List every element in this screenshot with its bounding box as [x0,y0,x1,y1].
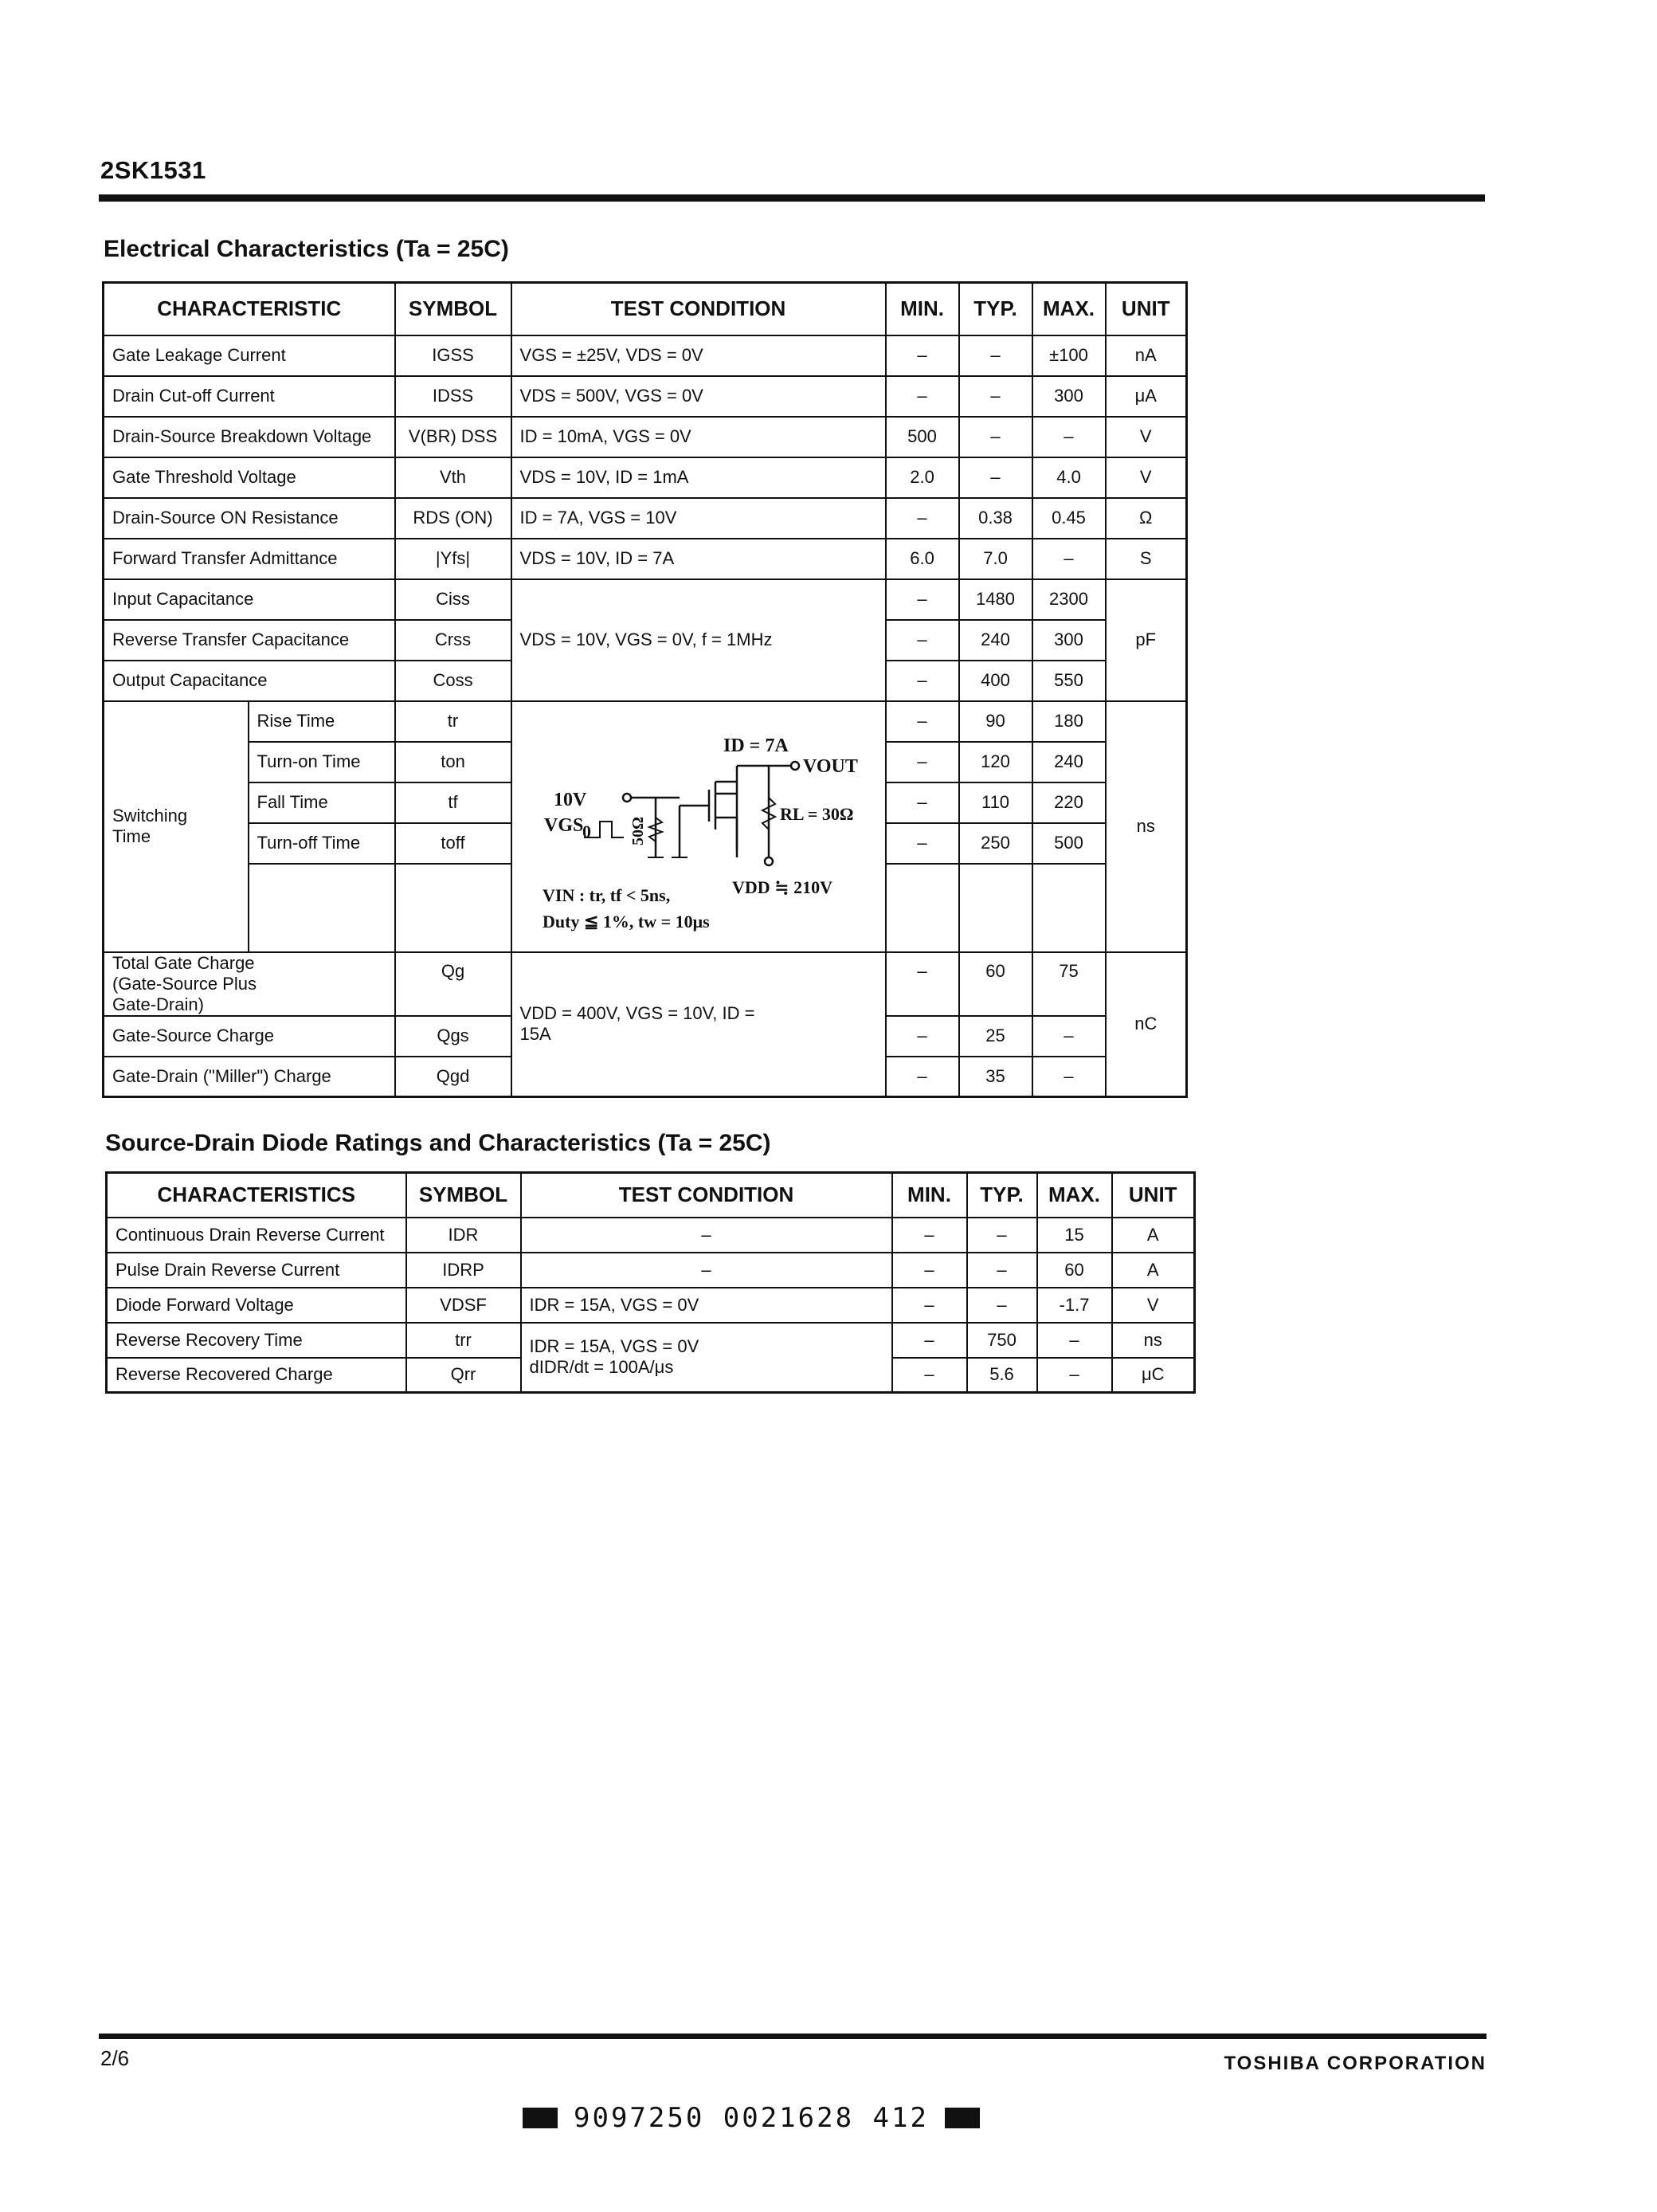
row-symbol: VDSF [406,1288,521,1323]
col-characteristic: CHARACTERISTIC [104,283,395,335]
switching-spacer-min [886,864,959,952]
row-unit: nA [1106,335,1187,376]
corporation-name: TOSHIBA CORPORATION [1224,2053,1487,2074]
row-min: – [886,1057,959,1097]
row-max: – [1032,417,1106,457]
electrical-characteristics-table [102,281,1188,1098]
row-unit: Ω [1106,498,1187,539]
row-min: 500 [886,417,959,457]
row-max: – [1037,1323,1112,1358]
circuit-vin-label: VIN : tr, tf < 5ns, [542,884,670,905]
row-condition: ID = 7A, VGS = 10V [511,498,886,539]
row-min: – [892,1218,967,1253]
table-row [104,417,1187,457]
table-row [104,498,1187,539]
part-number: 2SK1531 [100,156,206,184]
row-symbol: Vth [395,457,511,498]
row-max: 2300 [1032,579,1106,620]
row-unit: V [1112,1288,1195,1323]
table-row [104,335,1187,376]
row-symbol: tf [395,782,511,823]
table-row [107,1323,1195,1358]
row-name: Turn-off Time [249,823,395,864]
gate-charge-unit: nC [1106,952,1187,1097]
col-max: MAX. [1032,283,1106,335]
row-min: 2.0 [886,457,959,498]
recovery-condition: IDR = 15A, VGS = 0V dIDR/dt = 100A/μs [521,1323,892,1393]
row-typ: – [959,417,1032,457]
row-symbol: |Yfs| [395,539,511,579]
row-name: Gate Threshold Voltage [104,457,395,498]
table-row [107,1288,1195,1323]
row-min: – [886,579,959,620]
row-typ: 240 [959,620,1032,661]
row-name: Drain-Source ON Resistance [104,498,395,539]
col-symbol: SYMBOL [395,283,511,335]
table-header-row [104,283,1187,335]
circuit-vdd-label: VDD ≒ 210V [731,877,832,897]
row-typ: 400 [959,661,1032,701]
row-unit: μA [1106,376,1187,417]
row-max: – [1037,1358,1112,1393]
switching-spacer-typ [959,864,1032,952]
row-condition: ID = 10mA, VGS = 0V [511,417,886,457]
table-row [104,539,1187,579]
row-symbol: Coss [395,661,511,701]
row-max: -1.7 [1037,1288,1112,1323]
row-max: – [1032,1057,1106,1097]
row-typ: 250 [959,823,1032,864]
switching-test-circuit [511,701,886,952]
row-symbol: Crss [395,620,511,661]
page-number: 2/6 [100,2046,130,2070]
row-min: – [886,1016,959,1057]
row-max: 0.45 [1032,498,1106,539]
row-symbol: trr [406,1323,521,1358]
row-symbol: tr [395,701,511,742]
row-max: 220 [1032,782,1106,823]
capacitance-unit: pF [1106,579,1187,701]
row-name: Rise Time [249,701,395,742]
row-typ: 110 [959,782,1032,823]
row-min: – [892,1288,967,1323]
row-typ: 1480 [959,579,1032,620]
col-test-condition: TEST CONDITION [511,283,886,335]
row-max: ±100 [1032,335,1106,376]
barcode-line [523,2102,980,2134]
switching-spacer-max [1032,864,1106,952]
row-min: – [886,823,959,864]
row-typ: 5.6 [967,1358,1037,1393]
row-max: 4.0 [1032,457,1106,498]
col-test-condition: TEST CONDITION [521,1173,892,1218]
row-name: Diode Forward Voltage [107,1288,406,1323]
row-name: Output Capacitance [104,661,395,701]
switching-unit: ns [1106,701,1187,952]
col-unit: UNIT [1106,283,1187,335]
row-typ: 750 [967,1323,1037,1358]
barcode-text: 9097250 0021628 412 [574,2102,929,2134]
row-typ: 25 [959,1016,1032,1057]
row-name: Gate Leakage Current [104,335,395,376]
row-symbol: IDSS [395,376,511,417]
row-max: 75 [1032,952,1106,1016]
row-max: 60 [1037,1253,1112,1288]
row-unit: A [1112,1218,1195,1253]
row-min: – [886,335,959,376]
footer-rule [99,2034,1487,2039]
col-unit: UNIT [1112,1173,1195,1218]
row-condition: VDS = 10V, ID = 7A [511,539,886,579]
diode-section-title: Source-Drain Diode Ratings and Characteristics (Ta = 25C) [105,1130,771,1156]
row-condition: IDR = 15A, VGS = 0V [521,1288,892,1323]
circuit-id-label: ID = 7A [723,735,789,756]
row-condition: – [521,1218,892,1253]
electrical-section-title: Electrical Characteristics (Ta = 25C) [104,236,509,262]
row-name: Turn-on Time [249,742,395,782]
row-symbol: Qrr [406,1358,521,1393]
row-symbol: IDR [406,1218,521,1253]
source-drain-diode-table [105,1171,1196,1394]
row-typ: 60 [959,952,1032,1016]
col-max: MAX. [1037,1173,1112,1218]
col-typ: TYP. [959,283,1032,335]
circuit-zero-label: 0 [582,821,591,841]
row-name: Reverse Recovered Charge [107,1358,406,1393]
col-characteristics: CHARACTERISTICS [107,1173,406,1218]
row-unit: ns [1112,1323,1195,1358]
row-name: Reverse Recovery Time [107,1323,406,1358]
gate-charge-condition: VDD = 400V, VGS = 10V, ID = 15A [511,952,886,1097]
row-condition: VDS = 500V, VGS = 0V [511,376,886,417]
circuit-duty-label: Duty ≦ 1%, tw = 10μs [542,911,710,931]
row-max: – [1032,1016,1106,1057]
col-typ: TYP. [967,1173,1037,1218]
table-row [107,1253,1195,1288]
row-min: – [886,661,959,701]
row-name: Gate-Source Charge [104,1016,395,1057]
row-symbol: V(BR) DSS [395,417,511,457]
row-max: 550 [1032,661,1106,701]
row-typ: 90 [959,701,1032,742]
row-symbol: toff [395,823,511,864]
row-min: – [892,1358,967,1393]
row-typ: 120 [959,742,1032,782]
switching-spacer-symbol [395,864,511,952]
row-name: Continuous Drain Reverse Current [107,1218,406,1253]
row-typ: – [959,376,1032,417]
row-max: 180 [1032,701,1106,742]
row-typ: – [967,1288,1037,1323]
table-row [104,457,1187,498]
row-typ: – [959,457,1032,498]
row-unit: A [1112,1253,1195,1288]
table-row [104,952,1187,1016]
row-condition: VGS = ±25V, VDS = 0V [511,335,886,376]
row-unit: μC [1112,1358,1195,1393]
row-typ: – [967,1218,1037,1253]
row-name: Reverse Transfer Capacitance [104,620,395,661]
row-symbol: Qgs [395,1016,511,1057]
row-name: Fall Time [249,782,395,823]
row-unit: S [1106,539,1187,579]
switching-circuit-diagram [512,702,886,952]
header-rule [99,194,1485,202]
row-name: Drain Cut-off Current [104,376,395,417]
row-min: 6.0 [886,539,959,579]
row-typ: – [959,335,1032,376]
col-symbol: SYMBOL [406,1173,521,1218]
row-name: Pulse Drain Reverse Current [107,1253,406,1288]
row-max: 500 [1032,823,1106,864]
row-symbol: IDRP [406,1253,521,1288]
table-row [104,579,1187,620]
row-max: 240 [1032,742,1106,782]
row-min: – [892,1323,967,1358]
row-symbol: Ciss [395,579,511,620]
circuit-rl-label: RL = 30Ω [779,803,854,824]
row-min: – [892,1253,967,1288]
row-condition: – [521,1253,892,1288]
row-min: – [886,782,959,823]
row-condition: VDS = 10V, ID = 1mA [511,457,886,498]
row-max: 300 [1032,620,1106,661]
row-min: – [886,498,959,539]
switching-spacer-name [249,864,395,952]
row-typ: 0.38 [959,498,1032,539]
row-unit: V [1106,417,1187,457]
capacitance-condition: VDS = 10V, VGS = 0V, f = 1MHz [511,579,886,701]
row-min: – [886,742,959,782]
barcode-block-right [945,2108,980,2128]
row-max: 15 [1037,1218,1112,1253]
row-symbol: RDS (ON) [395,498,511,539]
table-row [107,1218,1195,1253]
row-name: Forward Transfer Admittance [104,539,395,579]
row-typ: 7.0 [959,539,1032,579]
row-name: Total Gate Charge (Gate-Source Plus Gate-Drain) [104,952,395,1016]
row-typ: 35 [959,1057,1032,1097]
row-typ: – [967,1253,1037,1288]
row-symbol: ton [395,742,511,782]
table-row [104,376,1187,417]
row-max: 300 [1032,376,1106,417]
row-min: – [886,701,959,742]
circuit-r50-label: 50Ω [629,816,647,845]
row-min: – [886,620,959,661]
row-name: Input Capacitance [104,579,395,620]
row-symbol: Qg [395,952,511,1016]
row-name: Drain-Source Breakdown Voltage [104,417,395,457]
circuit-10v-label: 10V [553,789,586,810]
table-row [104,701,1187,742]
row-unit: V [1106,457,1187,498]
row-symbol: IGSS [395,335,511,376]
switching-group-label: Switching Time [104,701,249,952]
row-min: – [886,952,959,1016]
col-min: MIN. [892,1173,967,1218]
barcode-block-left [523,2108,558,2128]
row-max: – [1032,539,1106,579]
row-symbol: Qgd [395,1057,511,1097]
table-header-row [107,1173,1195,1218]
col-min: MIN. [886,283,959,335]
row-min: – [886,376,959,417]
row-name: Gate-Drain ("Miller") Charge [104,1057,395,1097]
circuit-vout-label: VOUT [802,755,858,777]
circuit-vgs-label: VGS [543,814,583,836]
